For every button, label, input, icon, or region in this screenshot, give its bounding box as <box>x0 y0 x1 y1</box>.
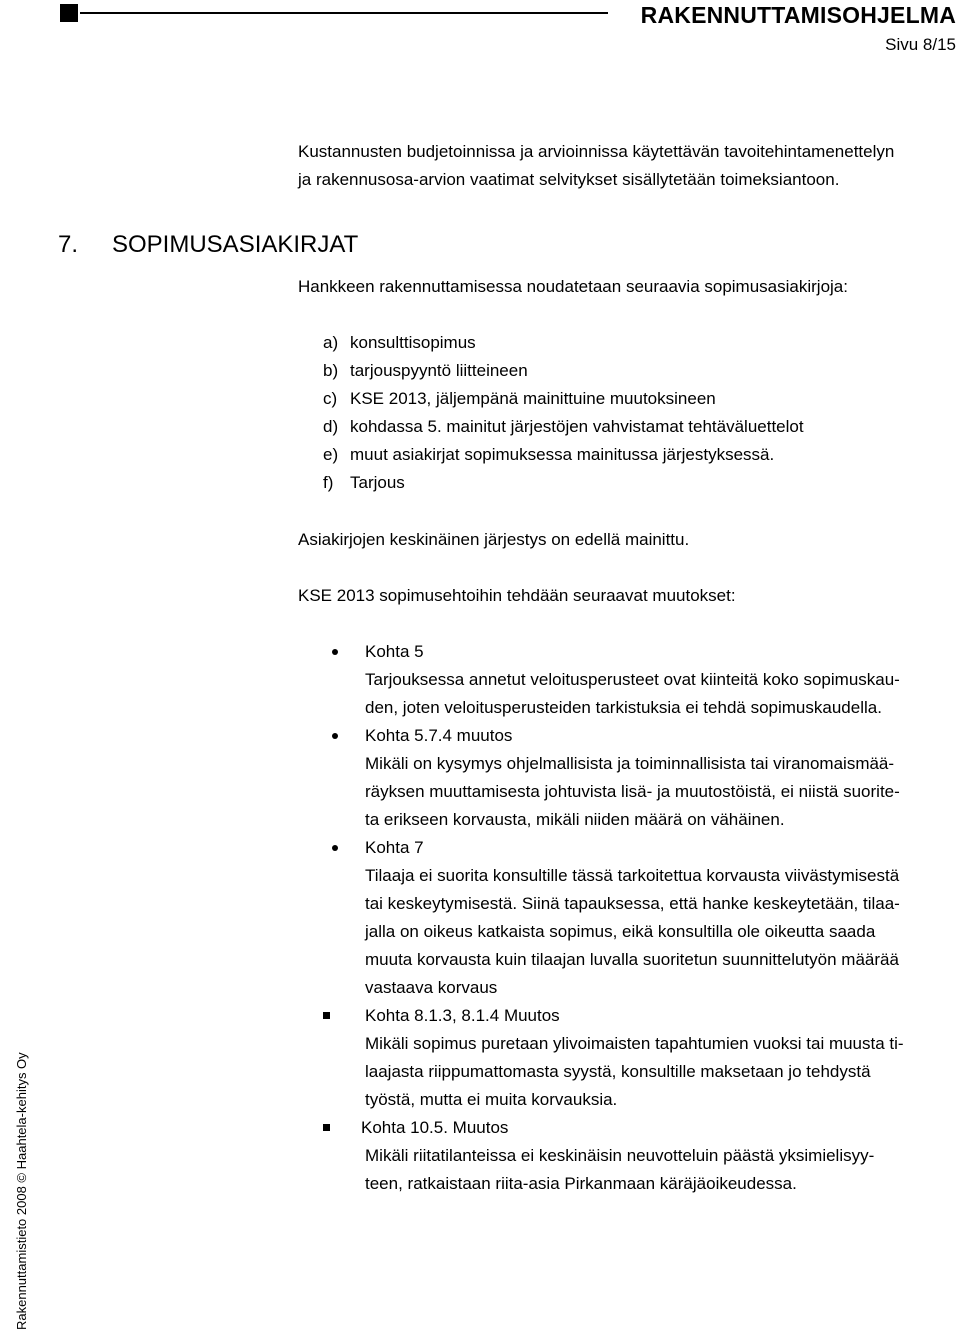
change-text-line: ta erikseen korvausta, mikäli niiden määrä on vähäinen. <box>365 810 785 829</box>
sidebar-copyright: Rakennuttamistieto 2008 © Haahtela-kehitys Oy <box>14 1052 29 1330</box>
change-text-line: jalla on oikeus katkaista sopimus, eikä konsultilla ole oikeutta saada <box>365 922 876 941</box>
change-text-line: teen, ratkaistaan riita-asia Pirkanmaan käräjäoikeudessa. <box>365 1174 797 1193</box>
bullet-dot-icon <box>332 845 338 851</box>
order-note: Asiakirjojen keskinäinen järjestys on edellä mainittu. <box>298 530 690 549</box>
document-item: tarjouspyyntö liitteineen <box>350 361 528 380</box>
change-title: Kohta 5.7.4 muutos <box>365 726 513 745</box>
document-letter: d) <box>323 417 339 436</box>
page-number: Sivu 8/15 <box>885 35 956 54</box>
changes-lead: KSE 2013 sopimusehtoihin tehdään seuraavat muutokset: <box>298 586 736 605</box>
document-letter: a) <box>323 333 339 352</box>
document-item: KSE 2013, jäljempänä mainittuine muutoksineen <box>350 389 716 408</box>
change-text-line: tai keskeytymisestä. Siinä tapauksessa, että hanke keskeytetään, tilaa- <box>365 894 900 913</box>
change-text-line: laajasta riippumattomasta syystä, konsultille maksetaan jo tehdystä <box>365 1062 871 1081</box>
intro-line-2: ja rakennusosa-arvion vaatimat selvitykset sisällytetään toimeksiantoon. <box>298 170 840 189</box>
change-text-line: muuta korvausta kuin tilaajan luvalla suoritetun suunnittelutyön määrää <box>365 950 899 969</box>
document-item: kohdassa 5. mainitut järjestöjen vahvistamat tehtäväluettelot <box>350 417 804 436</box>
change-text-line: Mikäli on kysymys ohjelmallisista ja toiminnallisista tai viranomaismää- <box>365 754 895 773</box>
bullet-dot-icon <box>332 733 338 739</box>
bullet-square-icon <box>323 1124 330 1131</box>
section-title: SOPIMUSASIAKIRJAT <box>112 231 359 258</box>
change-title: Kohta 7 <box>365 838 424 857</box>
header-rule <box>80 12 608 14</box>
change-text-line: Tarjouksessa annetut veloitusperusteet ovat kiinteitä koko sopimuskau- <box>365 670 900 689</box>
document-item: muut asiakirjat sopimuksessa mainitussa järjestyksessä. <box>350 445 775 464</box>
change-text-line: Mikäli sopimus puretaan ylivoimaisten tapahtumien vuoksi tai muusta ti- <box>365 1034 904 1053</box>
section-number: 7. <box>58 231 79 258</box>
intro-line-1: Kustannusten budjetoinnissa ja arvioinnissa käytettävän tavoitehintamenettelyn <box>298 142 895 161</box>
bullet-dot-icon <box>332 649 338 655</box>
change-text-line: räyksen muuttamisesta johtuvista lisä- ja muutostöistä, ei niistä suorite- <box>365 782 900 801</box>
change-text-line: Tilaaja ei suorita konsultille tässä tarkoitettua korvausta viivästymisestä <box>365 866 900 885</box>
document-letter: f) <box>323 473 334 492</box>
change-text-line: Mikäli riitatilanteissa ei keskinäisin neuvotteluin päästä yksimielisyy- <box>365 1146 875 1165</box>
change-title: Kohta 8.1.3, 8.1.4 Muutos <box>365 1006 560 1025</box>
document-letter: c) <box>323 389 338 408</box>
bullet-square-icon <box>323 1012 330 1019</box>
document-title: RAKENNUTTAMISOHJELMA <box>640 2 956 28</box>
change-text-line: työstä, mutta ei muita korvauksia. <box>365 1090 618 1109</box>
header-square-marker <box>60 4 78 22</box>
document-item: Tarjous <box>350 473 405 492</box>
change-title: Kohta 10.5. Muutos <box>361 1118 509 1137</box>
documents-lead: Hankkeen rakennuttamisessa noudatetaan seuraavia sopimusasiakirjoja: <box>298 277 848 296</box>
change-text-line: den, joten veloitusperusteiden tarkistuksia ei tehdä sopimuskaudella. <box>365 698 882 717</box>
document-item: konsulttisopimus <box>350 333 476 352</box>
change-text-line: vastaava korvaus <box>365 978 498 997</box>
document-letter: b) <box>323 361 339 380</box>
document-letter: e) <box>323 445 339 464</box>
change-title: Kohta 5 <box>365 642 424 661</box>
